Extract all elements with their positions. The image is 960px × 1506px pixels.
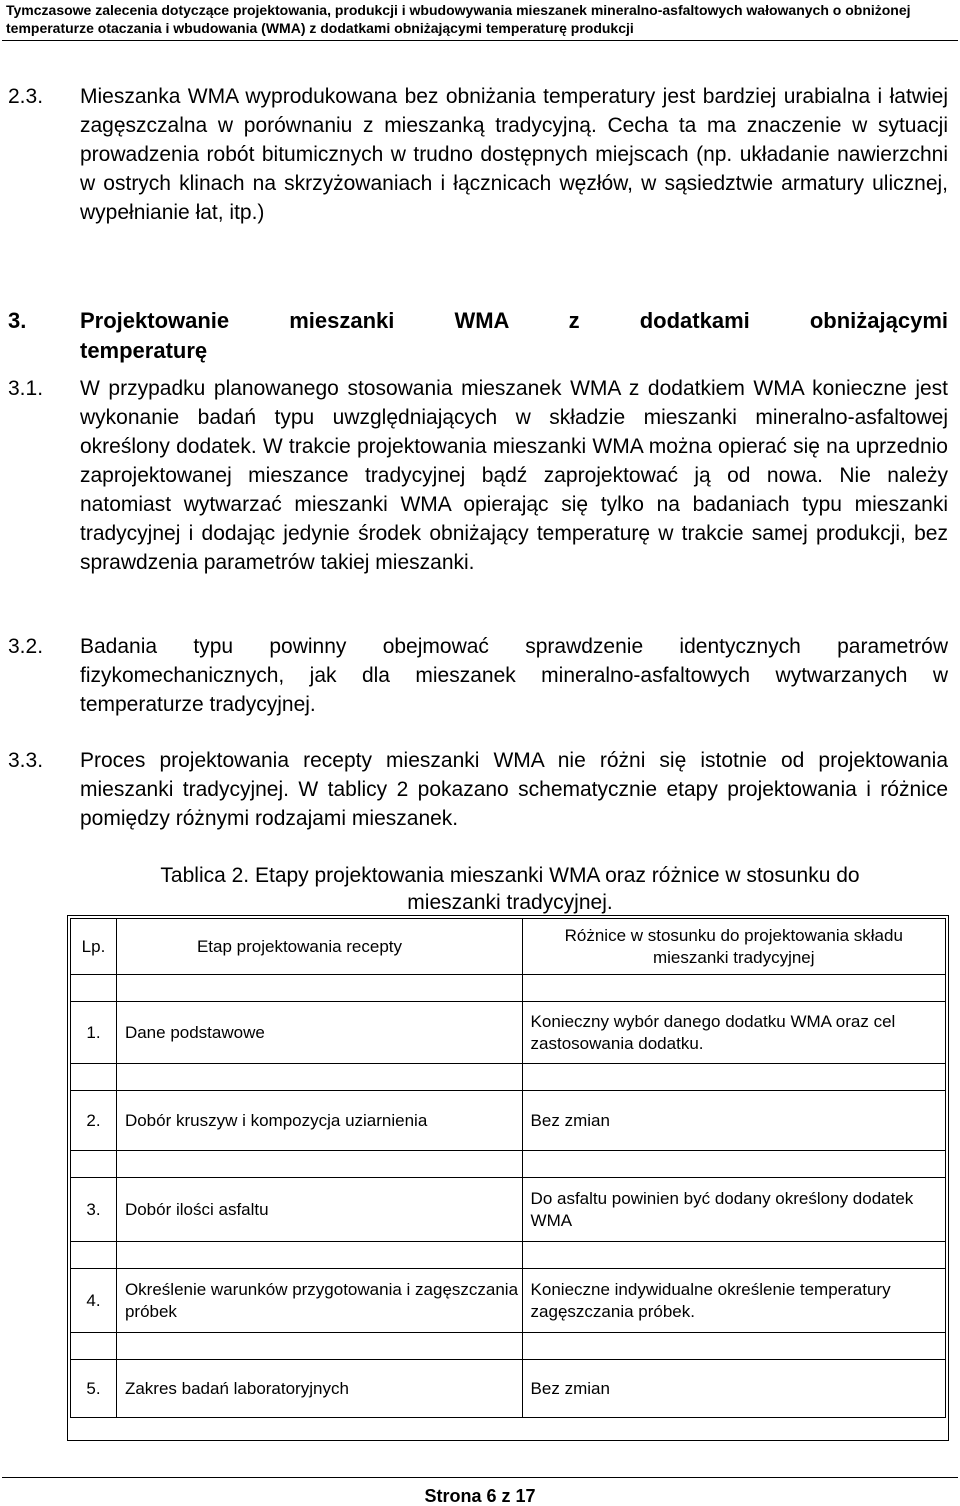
heading-number: 3. [8, 308, 27, 333]
header-rule [2, 40, 958, 41]
cell-lp: 5. [71, 1360, 117, 1418]
cell-diff: Bez zmian [522, 1091, 945, 1151]
cell-stage: Dobór ilości asfaltu [116, 1178, 522, 1242]
header-diff: Różnice w stosunku do projektowania składu mieszanki tradycyjnej [522, 919, 945, 975]
cell-lp: 3. [71, 1178, 117, 1242]
table-row [71, 1178, 946, 1242]
cell-lp: 4. [71, 1269, 117, 1333]
table-caption [60, 862, 960, 916]
section-number: 2.3. [8, 85, 44, 108]
cell-lp: 1. [71, 1002, 117, 1064]
running-header [0, 0, 960, 40]
cell-stage: Dobór kruszyw i kompozycja uziarnienia [116, 1091, 522, 1151]
header-line-2: temperaturze otaczania i wbudowania (WMA) z dodatkami obniżającymi temperaturę produkcji [6, 20, 634, 36]
table-row [71, 1002, 946, 1064]
cell-diff: Konieczny wybór danego dodatku WMA oraz cel zastosowania dodatku. [522, 1002, 945, 1064]
table-header-row [71, 919, 946, 975]
section-number: 3.1. [8, 377, 44, 400]
cell-stage: Określenie warunków przygotowania i zagęszczania próbek [116, 1269, 522, 1333]
heading-3 [8, 306, 948, 366]
section-text: Mieszanka WMA wyprodukowana bez obniżania temperatury jest bardziej urabialna i łatwiej zagęszczalna w porównaniu z mieszanką tradycyjną. Cecha ta ma znaczenie w sytuacji prowadzenia robót bitumicznych w trudno dostępnych miejscach (np. układanie nawierzchni w ostrych klinach na skrzyżowaniach i łącznicach węzłów, w sąsiedztwie armatury ulicznej, wypełnianie łat, itp.) [80, 85, 948, 224]
page-number: Strona 6 z 17 [424, 1486, 536, 1506]
section-number: 3.2. [8, 635, 44, 658]
section-2-3 [8, 82, 948, 227]
section-number: 3.3. [8, 749, 44, 772]
section-3-3 [8, 746, 948, 833]
heading-line-2: temperaturę [80, 338, 208, 363]
heading-line-1: Projektowanie mieszanki WMA z dodatkami obniżającymi [80, 308, 948, 333]
section-text: Proces projektowania recepty mieszanki WMA nie różni się istotnie od projektowania mieszanki tradycyjnej. W tablicy 2 pokazano schematycznie etapy projektowania i różnice pomiędzy różnymi rodzajami mieszanek. [80, 749, 948, 830]
footer-rule [2, 1477, 958, 1478]
cell-stage: Dane podstawowe [116, 1002, 522, 1064]
section-text: Badania typu powinny obejmować sprawdzenie identycznych parametrów fizykomechanicznych, jak dla mieszanek mineralno-asfaltowych wytwarzanych w temperaturze tradycyjnej. [80, 635, 948, 716]
section-text: W przypadku planowanego stosowania mieszanek WMA z dodatkiem WMA konieczne jest wykonanie badań typu uwzględniających w składzie mieszanki mineralno-asfaltowej określony dodatek. W trakcie projektowania mieszanki WMA można opierać się na uprzednio zaprojektowanej mieszance tradycyjnej bądź zaprojektować ją od nowa. Nie należy natomiast wytwarzać mieszanki WMA opierając się tylko na badaniach typu mieszanki tradycyjnej i dodając jedynie środek obniżający temperaturę w trakcie samej produkcji, bez sprawdzenia parametrów takiej mieszanki. [80, 377, 948, 574]
section-3-2 [8, 632, 948, 719]
cell-lp: 2. [71, 1091, 117, 1151]
caption-line-1: Tablica 2. Etapy projektowania mieszanki WMA oraz różnice w stosunku do [160, 864, 860, 887]
design-stages-table [70, 918, 946, 1418]
table-row [71, 1091, 946, 1151]
cell-diff: Do asfaltu powinien być dodany określony dodatek WMA [522, 1178, 945, 1242]
header-lp: Lp. [71, 919, 117, 975]
cell-stage: Zakres badań laboratoryjnych [116, 1360, 522, 1418]
header-stage: Etap projektowania recepty [116, 919, 522, 975]
cell-diff: Konieczne indywidualne określenie temperatury zagęszczania próbek. [522, 1269, 945, 1333]
header-line-1: Tymczasowe zalecenia dotyczące projektowania, produkcji i wbudowywania mieszanek mineralno-asfaltowych wałowanych o obniżonej [6, 2, 911, 18]
table-row [71, 1269, 946, 1333]
table-row [71, 1360, 946, 1418]
section-3-1 [8, 374, 948, 577]
cell-diff: Bez zmian [522, 1360, 945, 1418]
caption-line-2: mieszanki tradycyjnej. [407, 891, 613, 914]
